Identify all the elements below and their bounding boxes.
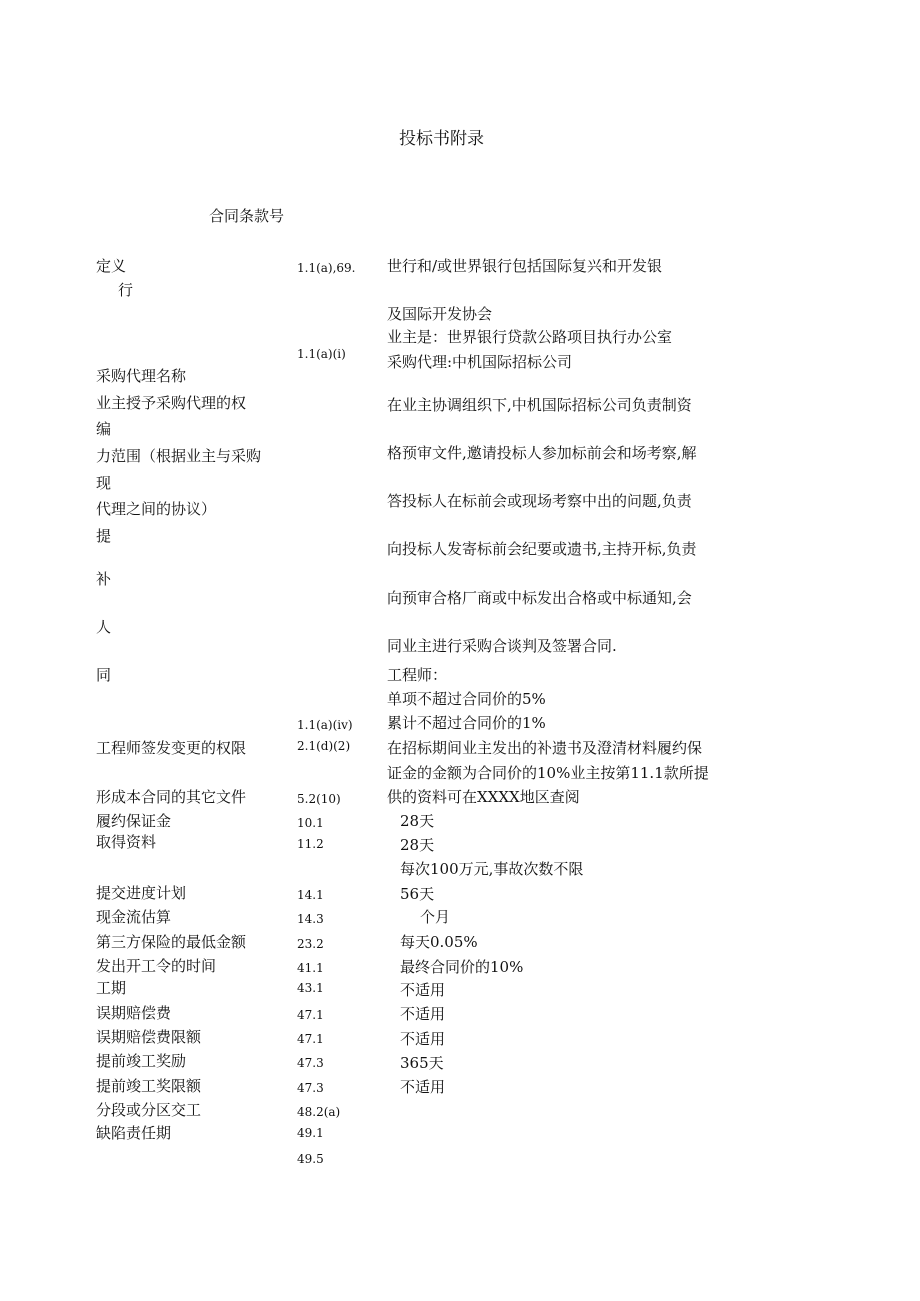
clause-number: 49.5 bbox=[297, 1152, 324, 1166]
content-line: 同业主进行采购合谈判及签署合同. bbox=[387, 637, 617, 655]
content-line: 格预审文件,邀请投标人参加标前会和场考察,解 bbox=[387, 444, 697, 462]
clause-number: 41.1 bbox=[297, 961, 324, 975]
content-line: 答投标人在标前会或现场考察中出的问题,负责 bbox=[387, 492, 692, 510]
item-label: 力范围（根据业主与采购 bbox=[96, 447, 262, 465]
content-line: 个月 bbox=[420, 908, 451, 926]
clause-number: 1.1(a)(i) bbox=[297, 347, 346, 361]
item-label: 第三方保险的最低金额 bbox=[96, 933, 247, 951]
item-label: 补 bbox=[96, 570, 112, 588]
clause-number: 14.1 bbox=[297, 888, 324, 902]
clause-number: 5.2(10) bbox=[297, 792, 341, 806]
content-line: 证金的金额为合同价的10%业主按第11.1款所提 bbox=[387, 764, 709, 782]
item-label: 工程师签发变更的权限 bbox=[96, 739, 247, 757]
content-line: 28天 bbox=[400, 836, 435, 854]
content-line: 28天 bbox=[400, 812, 435, 830]
clause-number: 1.1(a)(iv) bbox=[297, 718, 353, 732]
item-label: 代理之间的协议） bbox=[96, 500, 217, 518]
content-line: 世行和/或世界银行包括国际复兴和开发银 bbox=[387, 257, 663, 275]
item-label: 形成本合同的其它文件 bbox=[96, 788, 247, 806]
content-line: 向预审合格厂商或中标发出合格或中标通知,会 bbox=[387, 589, 692, 607]
item-label: 同 bbox=[96, 666, 112, 684]
item-label: 取得资料 bbox=[96, 833, 157, 851]
clause-number: 43.1 bbox=[297, 981, 324, 995]
clause-number: 1.1(a),69. bbox=[297, 261, 356, 275]
content-line: 最终合同价的10% bbox=[400, 958, 524, 976]
item-label: 现 bbox=[96, 474, 112, 492]
content-line: 及国际开发协会 bbox=[387, 305, 493, 323]
content-line: 供的资料可在XXXX地区查阅 bbox=[387, 788, 580, 806]
item-label: 缺陷责任期 bbox=[96, 1124, 172, 1142]
content-line: 采购代理:中机国际招标公司 bbox=[387, 353, 573, 371]
item-label: 人 bbox=[96, 618, 112, 636]
item-label: 业主授予采购代理的权 bbox=[96, 394, 247, 412]
content-line: 向投标人发寄标前会纪要或遗书,主持开标,负责 bbox=[387, 540, 697, 558]
content-line: 在招标期间业主发出的补遗书及澄清材料履约保 bbox=[387, 739, 703, 757]
item-label: 定义 bbox=[96, 257, 127, 275]
content-line: 累计不超过合同价的1% bbox=[387, 714, 546, 732]
content-line: 不适用 bbox=[400, 981, 446, 999]
item-label: 误期赔偿费 bbox=[96, 1004, 172, 1022]
item-label: 发出开工令的时间 bbox=[96, 957, 217, 975]
clause-number: 10.1 bbox=[297, 816, 324, 830]
clause-number: 47.3 bbox=[297, 1081, 324, 1095]
clause-number: 48.2(a) bbox=[297, 1105, 341, 1119]
content-line: 不适用 bbox=[400, 1005, 446, 1023]
clause-number: 47.3 bbox=[297, 1056, 324, 1070]
item-label: 履约保证金 bbox=[96, 812, 172, 830]
clause-number: 47.1 bbox=[297, 1008, 324, 1022]
content-line: 每天0.05% bbox=[400, 933, 478, 951]
content-line: 在业主协调组织下,中机国际招标公司负责制资 bbox=[387, 396, 692, 414]
item-label: 编 bbox=[96, 420, 112, 438]
content-line: 365天 bbox=[400, 1054, 444, 1072]
clause-number: 11.2 bbox=[297, 837, 324, 851]
content-line: 56天 bbox=[400, 885, 435, 903]
item-label: 提 bbox=[96, 527, 112, 545]
clause-number: 47.1 bbox=[297, 1032, 324, 1046]
clause-number-header: 合同条款号 bbox=[209, 207, 285, 225]
page-title: 投标书附录 bbox=[399, 129, 484, 149]
content-line: 单项不超过合同价的5% bbox=[387, 690, 546, 708]
item-label: 分段或分区交工 bbox=[96, 1101, 202, 1119]
content-line: 每次100万元,事故次数不限 bbox=[400, 860, 584, 878]
clause-number: 23.2 bbox=[297, 937, 324, 951]
clause-number: 2.1(d)(2) bbox=[297, 739, 351, 753]
content-line: 工程师： bbox=[387, 666, 448, 684]
item-label: 采购代理名称 bbox=[96, 367, 187, 385]
item-label: 工期 bbox=[96, 979, 127, 997]
content-line: 不适用 bbox=[400, 1030, 446, 1048]
content-line: 不适用 bbox=[400, 1078, 446, 1096]
item-label: 误期赔偿费限额 bbox=[96, 1028, 202, 1046]
content-line: 业主是：世界银行贷款公路项目执行办公室 bbox=[387, 328, 673, 346]
clause-number: 49.1 bbox=[297, 1126, 324, 1140]
clause-number: 14.3 bbox=[297, 912, 324, 926]
item-label: 行 bbox=[118, 281, 134, 299]
item-label: 提交进度计划 bbox=[96, 884, 187, 902]
item-label: 提前竣工奖限额 bbox=[96, 1077, 202, 1095]
item-label: 现金流估算 bbox=[96, 908, 172, 926]
item-label: 提前竣工奖励 bbox=[96, 1052, 187, 1070]
